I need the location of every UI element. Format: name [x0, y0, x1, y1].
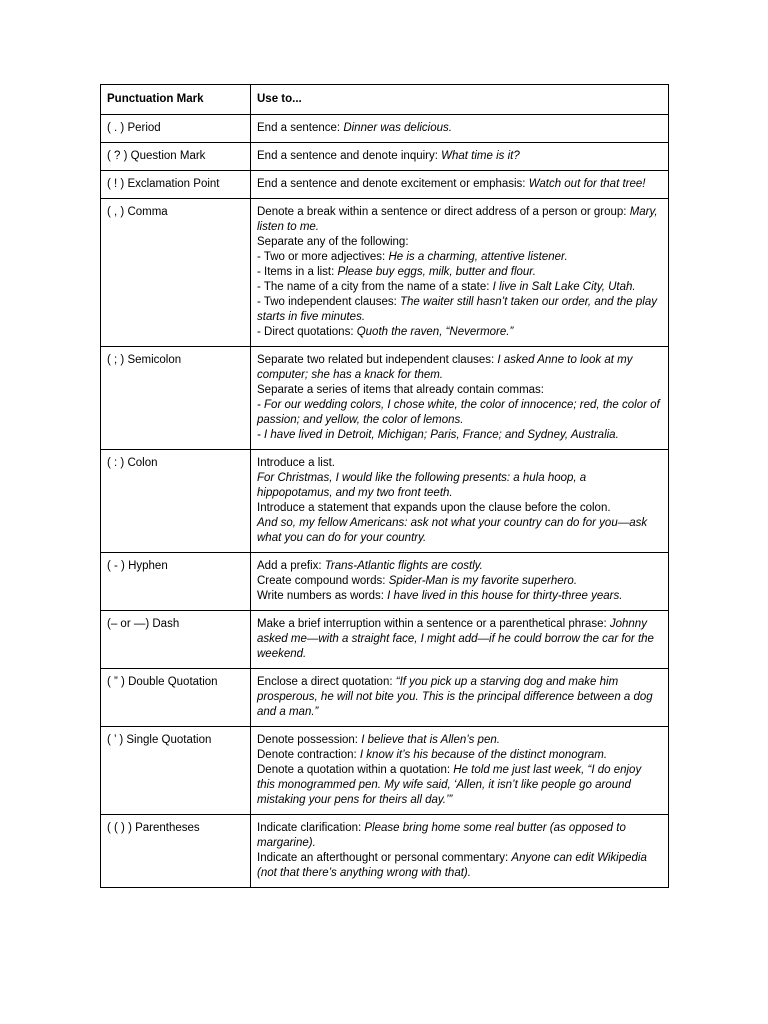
usage-line: [257, 501, 662, 516]
usage-cell: [251, 143, 669, 171]
example-text: I believe that is Allen’s pen.: [361, 734, 500, 746]
table-row: [101, 115, 669, 143]
table-row: [101, 450, 669, 553]
usage-line: [257, 456, 662, 471]
usage-text: Separate any of the following:: [257, 236, 409, 248]
punctuation-table: [100, 84, 669, 888]
usage-text: - Two independent clauses:: [257, 296, 400, 308]
table-row: [101, 669, 669, 727]
usage-text: Introduce a statement that expands upon the clause before the colon.: [257, 502, 611, 514]
table-row: [101, 347, 669, 450]
example-text: I asked Anne to look at my computer; she has a knack for them.: [257, 354, 633, 381]
table-row: [101, 727, 669, 815]
example-text: Please buy eggs, milk, butter and flour.: [337, 266, 536, 278]
usage-text: Enclose a direct quotation:: [257, 676, 396, 688]
usage-text: Denote possession:: [257, 734, 362, 746]
usage-text: Separate two related but independent clauses:: [257, 354, 498, 366]
usage-line: [257, 516, 662, 546]
usage-line: [257, 250, 662, 265]
usage-line: [257, 471, 662, 501]
punctuation-mark-cell: ( . ) Period: [101, 115, 251, 143]
usage-line: [257, 265, 662, 280]
usage-line: [257, 280, 662, 295]
example-text: I live in Salt Lake City, Utah.: [492, 281, 636, 293]
usage-line: [257, 589, 662, 604]
usage-text: Separate a series of items that already contain commas:: [257, 384, 545, 396]
example-text: I know it’s his because of the distinct monogram.: [359, 749, 608, 761]
example-text: Johnny asked me—with a straight face, I might add—if he could borrow the car for the weekend.: [257, 618, 654, 660]
usage-text: Introduce a list.: [257, 457, 335, 469]
usage-line: [257, 177, 662, 192]
example-text: Trans-Atlantic flights are costly.: [324, 560, 483, 572]
usage-text: - Direct quotations:: [257, 326, 357, 338]
punctuation-mark-cell: ( ! ) Exclamation Point: [101, 171, 251, 199]
example-text: - For our wedding colors, I chose white, the color of innocence; red, the color of passion; and yellow, the color of lemons.: [257, 399, 660, 426]
usage-line: [257, 617, 662, 662]
usage-line: [257, 733, 662, 748]
punctuation-mark-cell: ( ; ) Semicolon: [101, 347, 251, 450]
punctuation-mark-cell: ( ” ) Double Quotation: [101, 669, 251, 727]
usage-cell: [251, 611, 669, 669]
header-use-to: Use to...: [251, 85, 669, 115]
usage-line: [257, 748, 662, 763]
usage-cell: [251, 115, 669, 143]
usage-cell: [251, 199, 669, 347]
example-text: Watch out for that tree!: [528, 178, 646, 190]
table-row: [101, 143, 669, 171]
example-text: Please bring home some real butter (as opposed to margarine).: [257, 822, 626, 849]
usage-line: [257, 295, 662, 325]
punctuation-mark-cell: ( ’ ) Single Quotation: [101, 727, 251, 815]
example-text: Anyone can edit Wikipedia (not that there’s anything wrong with that).: [257, 852, 647, 879]
header-punctuation-mark: Punctuation Mark: [101, 85, 251, 115]
usage-cell: [251, 171, 669, 199]
example-text: Mary, listen to me.: [257, 206, 658, 233]
usage-text: Denote a quotation within a quotation:: [257, 764, 454, 776]
table-row: [101, 199, 669, 347]
punctuation-mark-cell: ( , ) Comma: [101, 199, 251, 347]
table-row: [101, 553, 669, 611]
usage-line: [257, 205, 662, 235]
usage-line: [257, 235, 662, 250]
usage-line: [257, 428, 662, 443]
example-text: The waiter still hasn’t taken our order, and the play starts in five minutes.: [257, 296, 657, 323]
usage-text: Write numbers as words:: [257, 590, 388, 602]
usage-line: [257, 821, 662, 851]
usage-cell: [251, 347, 669, 450]
example-text: He told me just last week, “I do enjoy this monogrammed pen. My wife said, ‘Allen, it isn’t like people go around mistaking your pens for theirs all day.’”: [257, 764, 642, 806]
usage-text: Make a brief interruption within a sentence or a parenthetical phrase:: [257, 618, 610, 630]
example-text: - I have lived in Detroit, Michigan; Paris, France; and Sydney, Australia.: [257, 429, 619, 441]
usage-cell: [251, 727, 669, 815]
usage-line: [257, 121, 662, 136]
usage-text: End a sentence and denote excitement or emphasis:: [257, 178, 529, 190]
table-row: [101, 171, 669, 199]
usage-text: - Two or more adjectives:: [257, 251, 389, 263]
example-text: Quoth the raven, “Nevermore.”: [356, 326, 514, 338]
example-text: For Christmas, I would like the following presents: a hula hoop, a hippopotamus, and my two front teeth.: [257, 472, 587, 499]
example-text: “If you pick up a starving dog and make him prosperous, he will not bite you. This is the principal difference between a dog and a man.”: [257, 676, 653, 718]
example-text: Spider-Man is my favorite superhero.: [388, 575, 578, 587]
usage-cell: [251, 815, 669, 888]
example-text: And so, my fellow Americans: ask not what your country can do for you—ask what you can do for your country.: [257, 517, 648, 544]
usage-text: Denote a break within a sentence or direct address of a person or group:: [257, 206, 630, 218]
usage-line: [257, 325, 662, 340]
usage-line: [257, 383, 662, 398]
usage-text: Indicate an afterthought or personal commentary:: [257, 852, 512, 864]
usage-line: [257, 149, 662, 164]
usage-text: Denote contraction:: [257, 749, 360, 761]
punctuation-mark-cell: ( - ) Hyphen: [101, 553, 251, 611]
table-row: [101, 815, 669, 888]
usage-text: End a sentence:: [257, 122, 344, 134]
table-body: [101, 115, 669, 888]
usage-line: [257, 353, 662, 383]
usage-text: - Items in a list:: [257, 266, 338, 278]
usage-line: [257, 675, 662, 720]
usage-text: End a sentence and denote inquiry:: [257, 150, 442, 162]
punctuation-mark-cell: ( : ) Colon: [101, 450, 251, 553]
table-header-row: [101, 85, 669, 115]
punctuation-mark-cell: ( ? ) Question Mark: [101, 143, 251, 171]
punctuation-mark-cell: ( ( ) ) Parentheses: [101, 815, 251, 888]
usage-text: Create compound words:: [257, 575, 389, 587]
usage-line: [257, 763, 662, 808]
usage-text: Indicate clarification:: [257, 822, 365, 834]
usage-line: [257, 559, 662, 574]
usage-cell: [251, 669, 669, 727]
example-text: I have lived in this house for thirty-three years.: [387, 590, 623, 602]
usage-text: - The name of a city from the name of a state:: [257, 281, 493, 293]
example-text: What time is it?: [441, 150, 520, 162]
usage-line: [257, 851, 662, 881]
usage-text: Add a prefix:: [257, 560, 325, 572]
example-text: He is a charming, attentive listener.: [388, 251, 568, 263]
punctuation-mark-cell: (– or —) Dash: [101, 611, 251, 669]
example-text: Dinner was delicious.: [343, 122, 452, 134]
usage-cell: [251, 450, 669, 553]
usage-line: [257, 398, 662, 428]
usage-line: [257, 574, 662, 589]
table-row: [101, 611, 669, 669]
usage-cell: [251, 553, 669, 611]
